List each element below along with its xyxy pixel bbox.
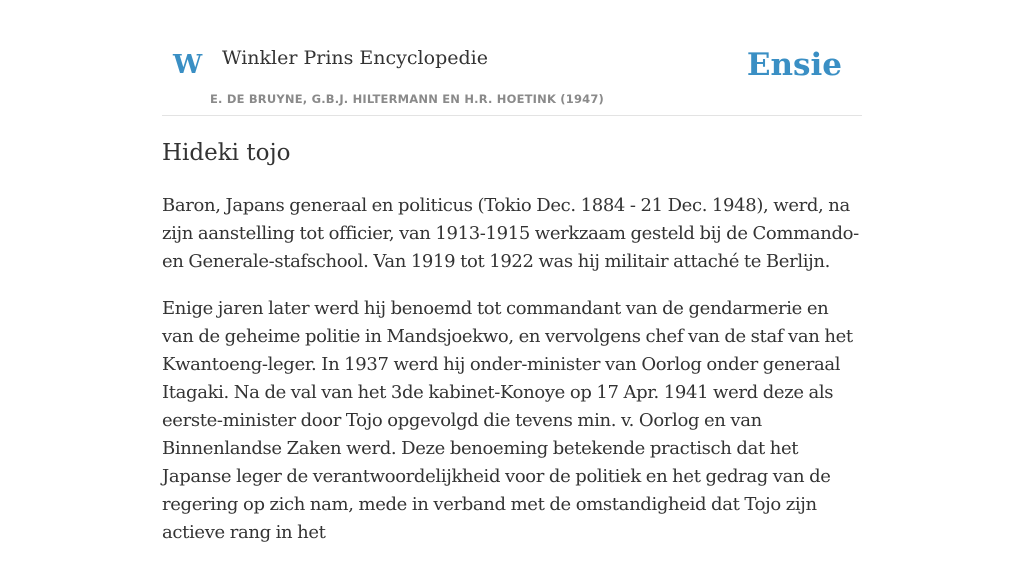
source-header bbox=[162, 40, 862, 116]
article-paragraph: Baron, Japans generaal en politicus (Tokio Dec. 1884 - 21 Dec. 1948), werd, na zijn aanstelling tot officier, van 1913-1915 werkzaam gesteld bij de Commando- en Generale-stafschool. Van 1919 tot 1922 was hij militair attaché te Berlijn. bbox=[162, 195, 859, 272]
article-title: Hideki tojo bbox=[162, 140, 291, 166]
source-logo[interactable]: W bbox=[173, 50, 203, 80]
source-authors: E. DE BRUYNE, G.B.J. HILTERMANN EN H.R. HOETINK (1947) bbox=[210, 92, 605, 106]
article-body bbox=[162, 192, 862, 566]
brand-logo[interactable]: Ensie bbox=[746, 47, 842, 83]
source-title[interactable]: Winkler Prins Encyclopedie bbox=[222, 47, 488, 69]
article-paragraph: Enige jaren later werd hij benoemd tot commandant van de gendarmerie en van de geheime politie in Mandsjoekwo, en vervolgens chef van de staf van het Kwantoeng-leger. In 1937 werd hij onder-minister van Oorlog onder generaal Itagaki. Na de val van het 3de kabinet-Konoye op 17 Apr. 1941 werd deze als eerste-minister door Tojo opgevolgd die tevens min. v. Oorlog en van Binnenlandse Zaken werd. Deze benoeming betekende practisch dat het Japanse leger de verantwoordelijkheid voor de politiek en het gedrag van de regering op zich nam, mede in verband met de omstandigheid dat Tojo zijn actieve rang in het bbox=[162, 298, 853, 543]
